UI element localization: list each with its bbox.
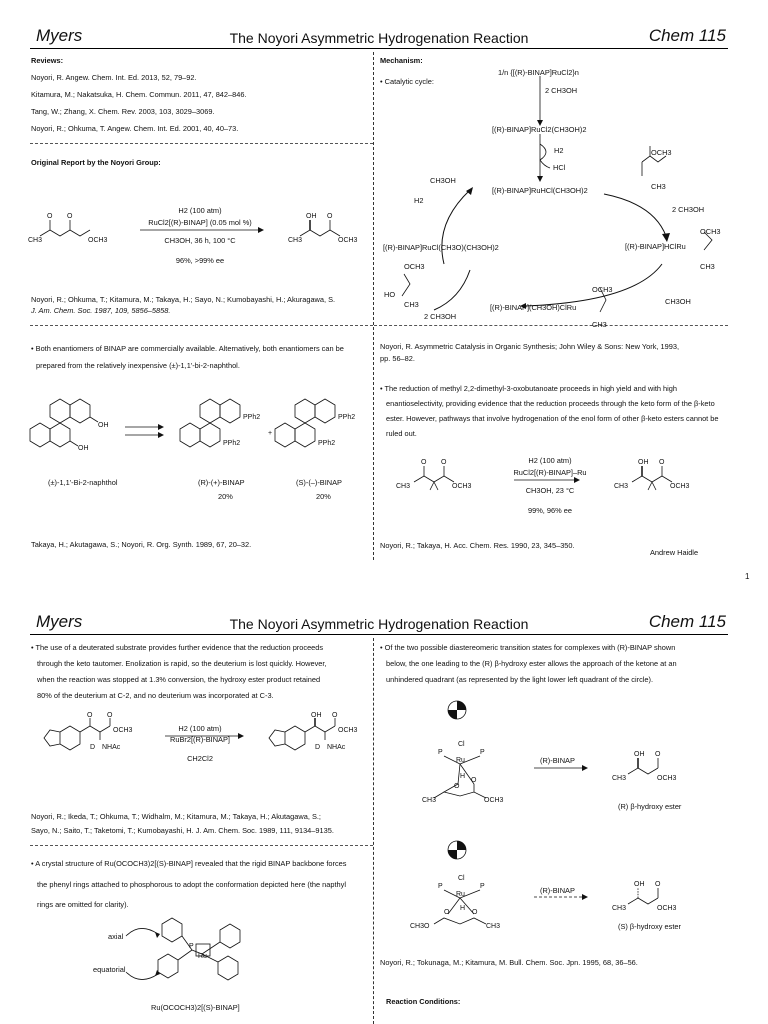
transition-state-note: below, the one leading to the (R) β-hydroxy ester allows the approach of the ketone at an <box>386 659 677 668</box>
reference-bull-chem-soc: Noyori, R.; Tokunaga, M.; Kitamura, M. Bull. Chem. Soc. Jpn. 1995, 68, 36–56. <box>380 958 638 967</box>
crystal-note: rings are omitted for clarity). <box>37 900 129 909</box>
ru-hydride-complex: [(R)-BINAP]RuHCl(CH3OH)2 <box>492 186 588 195</box>
svg-text:H: H <box>460 773 466 780</box>
svg-text:Ru: Ru <box>198 953 207 960</box>
deuterated-ketoester-structure <box>44 718 110 750</box>
page-header <box>30 28 728 49</box>
svg-text:OH: OH <box>78 445 89 452</box>
reaction-1-reagent: H2 (100 atm) <box>178 206 222 215</box>
s-hydroxy-ester-structure <box>628 888 658 904</box>
transition-state-note: unhindered quadrant (as represented by the light lower left quadrant of the circle). <box>386 675 654 684</box>
svg-text:O: O <box>454 783 460 790</box>
catalytic-cycle-label: • Catalytic cycle: <box>380 77 434 86</box>
svg-text:O: O <box>471 777 477 784</box>
methanol-byproduct: CH3OH <box>430 176 456 185</box>
crystal-structure-label: Ru(OCOCH3)2[(S)-BINAP] <box>151 1003 240 1012</box>
svg-text:D: D <box>90 744 96 751</box>
r-binap-arrow-label: (R)-BINAP <box>540 886 575 895</box>
page-number: 1 <box>745 572 750 581</box>
reaction-1-catalyst: RuCl2[(R)-BINAP] (0.05 mol %) <box>148 218 252 227</box>
svg-text:CH3: CH3 <box>612 905 627 912</box>
methanol-reagent: 2 CH3OH <box>545 86 578 95</box>
review-reference: Noyori, R.; Ohkuma, T. Angew. Chem. Int. Ed. 2001, 40, 40–73. <box>31 124 239 133</box>
review-reference: Noyori, R. Angew. Chem. Int. Ed. 2013, 52, 79–92. <box>31 73 197 82</box>
alkoxide-och3: OCH3 <box>592 285 613 294</box>
svg-text:OH: OH <box>98 422 109 429</box>
svg-text:O: O <box>421 459 427 466</box>
precatalyst-label: 1/n {[(R)-BINAP]RuCl2}n <box>498 68 579 77</box>
svg-text:PPh2: PPh2 <box>318 440 336 447</box>
svg-text:P: P <box>480 883 485 890</box>
header-title: The Noyori Asymmetric Hydrogenation Reaction <box>229 30 529 46</box>
svg-text:O: O <box>659 459 665 466</box>
product-hydroxyl: HO <box>384 290 396 299</box>
original-report-heading: Original Report by the Noyori Group: <box>31 158 161 167</box>
svg-text:OH: OH <box>306 213 317 220</box>
r-hydroxy-ester-structure <box>628 758 658 774</box>
r-binap-yield: 20% <box>218 492 233 501</box>
svg-text:NHAc: NHAc <box>102 744 121 751</box>
quadrant-circle-icon <box>448 701 466 719</box>
product-ch3: CH3 <box>404 300 419 309</box>
reference-org-synth: Takaya, H.; Akutagawa, S.; Noyori, R. Org. Synth. 1989, 67, 20–32. <box>31 540 252 549</box>
reference-1987-journal: J. Am. Chem. Soc. 1987, 109, 5856–5858. <box>31 306 171 315</box>
ru-methoxide-complex: [(R)-BINAP]RuCl(CH3O)(CH3OH)2 <box>383 243 499 252</box>
section-divider <box>30 143 373 144</box>
svg-text:OCH3: OCH3 <box>657 905 677 912</box>
complex-ch3: CH3 <box>700 262 715 271</box>
mechanism-heading: Mechanism: <box>380 56 423 65</box>
svg-text:O: O <box>107 712 113 719</box>
r-product-label: (R) β-hydroxy ester <box>618 802 682 811</box>
author-credit: Andrew Haidle <box>650 548 699 557</box>
svg-text:O: O <box>67 213 73 220</box>
svg-text:OCH3: OCH3 <box>338 237 358 244</box>
svg-text:O: O <box>444 909 450 916</box>
methanol-incoming: CH3OH <box>665 297 691 306</box>
r-binap-label: (R)-(+)-BINAP <box>198 478 245 487</box>
svg-text:O: O <box>472 909 478 916</box>
svg-text:OCH3: OCH3 <box>657 775 677 782</box>
crystal-note: • A crystal structure of Ru(OCOCH3)2[(S)-BINAP] revealed that the rigid BINAP backbone forces <box>31 859 347 868</box>
svg-text:+: + <box>268 430 273 437</box>
svg-text:Ru: Ru <box>456 891 465 898</box>
s-binap-label: (S)-(–)-BINAP <box>296 478 342 487</box>
axial-label: axial <box>108 932 124 941</box>
reaction-2-reagent: H2 (100 atm) <box>528 456 572 465</box>
svg-text:Cl: Cl <box>458 875 465 882</box>
binap-note: • Both enantiomers of BINAP are commercially available. Alternatively, both enantiomers can be <box>31 344 344 353</box>
quadrant-circle-icon <box>448 841 466 859</box>
product-och3: OCH3 <box>404 262 425 271</box>
reaction-2-catalyst: RuCl2[(R)-BINAP]–Ru <box>513 468 587 477</box>
methanol-consumed: 2 CH3OH <box>424 312 457 321</box>
svg-text:P: P <box>189 943 194 950</box>
reference-1989: Noyori, R.; Ikeda, T.; Ohkuma, T.; Widhalm, M.; Kitamura, M.; Takaya, H.; Akutagawa, S.; <box>31 812 321 821</box>
methyl-acetoacetate-structure <box>28 213 108 244</box>
hcl-byproduct: HCl <box>553 163 566 172</box>
svg-text:PPh2: PPh2 <box>243 414 261 421</box>
alkoxide-ch3: CH3 <box>592 320 607 329</box>
s-binap-yield: 20% <box>316 492 331 501</box>
svg-text:O: O <box>87 712 93 719</box>
page-2 <box>0 600 768 1024</box>
section-divider <box>30 325 373 326</box>
svg-text:O: O <box>441 459 447 466</box>
svg-text:PPh2: PPh2 <box>338 414 356 421</box>
svg-text:OH: OH <box>634 751 645 758</box>
svg-text:OH: OH <box>638 459 649 466</box>
reaction-3-solvent: CH2Cl2 <box>187 754 213 763</box>
svg-text:O: O <box>655 881 661 888</box>
svg-text:OCH3: OCH3 <box>484 797 504 804</box>
review-reference: Tang, W.; Zhang, X. Chem. Rev. 2003, 103, 3029–3069. <box>31 107 215 116</box>
svg-text:CH3: CH3 <box>614 483 629 490</box>
ketoester-och3: OCH3 <box>651 148 672 157</box>
header-author: Myers <box>36 26 83 45</box>
deuterium-note: 80% of the deuterium at C-2, and no deuterium was incorporated at C-3. <box>37 691 274 700</box>
svg-text:OCH3: OCH3 <box>338 727 358 734</box>
svg-text:PPh2: PPh2 <box>223 440 241 447</box>
svg-text:NHAc: NHAc <box>327 744 346 751</box>
reaction-2-yield: 99%, 96% ee <box>528 506 572 515</box>
deuterium-note: • The use of a deuterated substrate provides further evidence that the reduction proceeds <box>31 643 324 652</box>
svg-text:O: O <box>655 751 661 758</box>
reduction-note: • The reduction of methyl 2,2-dimethyl-3-oxobutanoate proceeds in high yield and with high <box>380 384 678 393</box>
deuterium-note: when the reaction was stopped at 1.3% conversion, the hydroxy ester product retained <box>37 675 321 684</box>
svg-text:O: O <box>47 213 53 220</box>
svg-text:CH3O: CH3O <box>410 923 430 930</box>
svg-text:O: O <box>332 712 338 719</box>
reference-1987: Noyori, R.; Ohkuma, T.; Kitamura, M.; Takaya, H.; Sayo, N.; Kumobayashi, H.; Akuragawa, S. <box>31 295 336 304</box>
reaction-1-yield: 96%, >99% ee <box>175 256 225 265</box>
page-header <box>30 614 728 635</box>
reaction-conditions-heading: Reaction Conditions: <box>386 997 461 1006</box>
hydrogen-reagent: H2 <box>554 146 564 155</box>
ru-alkoxide-complex: [(R)-BINAP](CH3OH)ClRu <box>490 303 577 312</box>
r-binap-arrow-label: (R)-BINAP <box>540 756 575 765</box>
hydroxy-ester-structure <box>288 213 358 244</box>
header-author: Myers <box>36 612 83 631</box>
svg-text:P: P <box>480 749 485 756</box>
hydrogen-left: H2 <box>414 196 424 205</box>
dimethyl-ketoester-structure <box>414 466 454 490</box>
svg-text:Cl: Cl <box>458 741 465 748</box>
reaction-1-conditions: CH3OH, 36 h, 100 °C <box>164 236 236 245</box>
reduction-note: ester. However, pathways that involve hydrogenation of the enol form of other β-keto esters cannot be <box>386 414 719 423</box>
svg-text:CH3: CH3 <box>396 483 411 490</box>
svg-text:Ru: Ru <box>456 757 465 764</box>
crystal-structure-diagram <box>100 916 260 992</box>
svg-text:D: D <box>315 744 321 751</box>
svg-text:OCH3: OCH3 <box>452 483 472 490</box>
transition-state-note: • Of the two possible diastereomeric transition states for complexes with (R)-BINAP shown <box>380 643 676 652</box>
ketoester-ch3: CH3 <box>651 182 666 191</box>
svg-text:OCH3: OCH3 <box>88 237 108 244</box>
svg-text:P: P <box>438 749 443 756</box>
reduction-note: enantioselectivity, providing evidence that the reduction proceeds through the keto form of the β-keto <box>386 399 715 408</box>
s-product-label: (S) β-hydroxy ester <box>618 922 681 931</box>
reaction-3-catalyst: RuBr2[(R)-BINAP] <box>170 735 230 744</box>
reference-acc-chem-res: Noyori, R.; Takaya, H. Acc. Chem. Res. 1990, 23, 345–350. <box>380 541 575 550</box>
svg-text:OH: OH <box>634 881 645 888</box>
svg-text:H: H <box>460 905 466 912</box>
binaphthol-label: (±)-1,1'-Bi-2-naphthol <box>48 478 118 487</box>
svg-text:P: P <box>438 883 443 890</box>
deuterium-note: through the keto tautomer. Enolization is rapid, so the deuterium is lost quickly. However, <box>37 659 327 668</box>
review-reference: Kitamura, M.; Nakatsuka, H. Chem. Commun. 2011, 47, 842–846. <box>31 90 247 99</box>
reference-asymmetric-catalysis-pages: pp. 56–82. <box>380 354 415 363</box>
dimethyl-hydroxyester-structure <box>632 466 672 490</box>
svg-text:CH3: CH3 <box>422 797 437 804</box>
reaction-3-reagent: H2 (100 atm) <box>178 724 222 733</box>
svg-text:OCH3: OCH3 <box>113 727 133 734</box>
header-course: Chem 115 <box>648 26 726 45</box>
complex-och3: OCH3 <box>700 227 721 236</box>
binaphthol-structure <box>30 399 98 447</box>
svg-text:CH3: CH3 <box>612 775 627 782</box>
ru-substrate-complex: [(R)-BINAP]HClRu <box>625 242 686 251</box>
svg-text:CH3: CH3 <box>486 923 501 930</box>
ru-complex-a: [(R)-BINAP]RuCl2(CH3OH)2 <box>492 125 587 134</box>
svg-text:OH: OH <box>311 712 322 719</box>
header-title: The Noyori Asymmetric Hydrogenation Reaction <box>229 616 529 632</box>
equatorial-label: equatorial <box>93 965 126 974</box>
reference-1989: Sayo, N.; Saito, T.; Taketomi, T.; Kumobayashi, H. J. Am. Chem. Soc. 1989, 111, 9134–9135. <box>31 826 334 835</box>
reviews-heading: Reviews: <box>31 56 64 65</box>
methanol-released: 2 CH3OH <box>672 205 705 214</box>
header-course: Chem 115 <box>648 612 726 631</box>
binap-note: prepared from the relatively inexpensive (±)-1,1'-bi-2-naphthol. <box>36 361 240 370</box>
reaction-2-conditions: CH3OH, 23 °C <box>525 486 575 495</box>
binap-synthesis-scheme <box>30 395 370 475</box>
reduction-note: ruled out. <box>386 429 417 438</box>
svg-text:O: O <box>327 213 333 220</box>
section-divider <box>30 845 373 846</box>
svg-text:OCH3: OCH3 <box>670 483 690 490</box>
svg-text:CH3: CH3 <box>28 237 43 244</box>
deuterated-hydroxyester-structure <box>269 718 335 750</box>
crystal-note: the phenyl rings attached to phosphorous to adopt the conformation depicted here (the napthyl <box>37 880 346 889</box>
reference-asymmetric-catalysis: Noyori, R. Asymmetric Catalysis in Organic Synthesis; John Wiley & Sons: New York, 1993, <box>380 342 680 351</box>
svg-text:CH3: CH3 <box>288 237 303 244</box>
